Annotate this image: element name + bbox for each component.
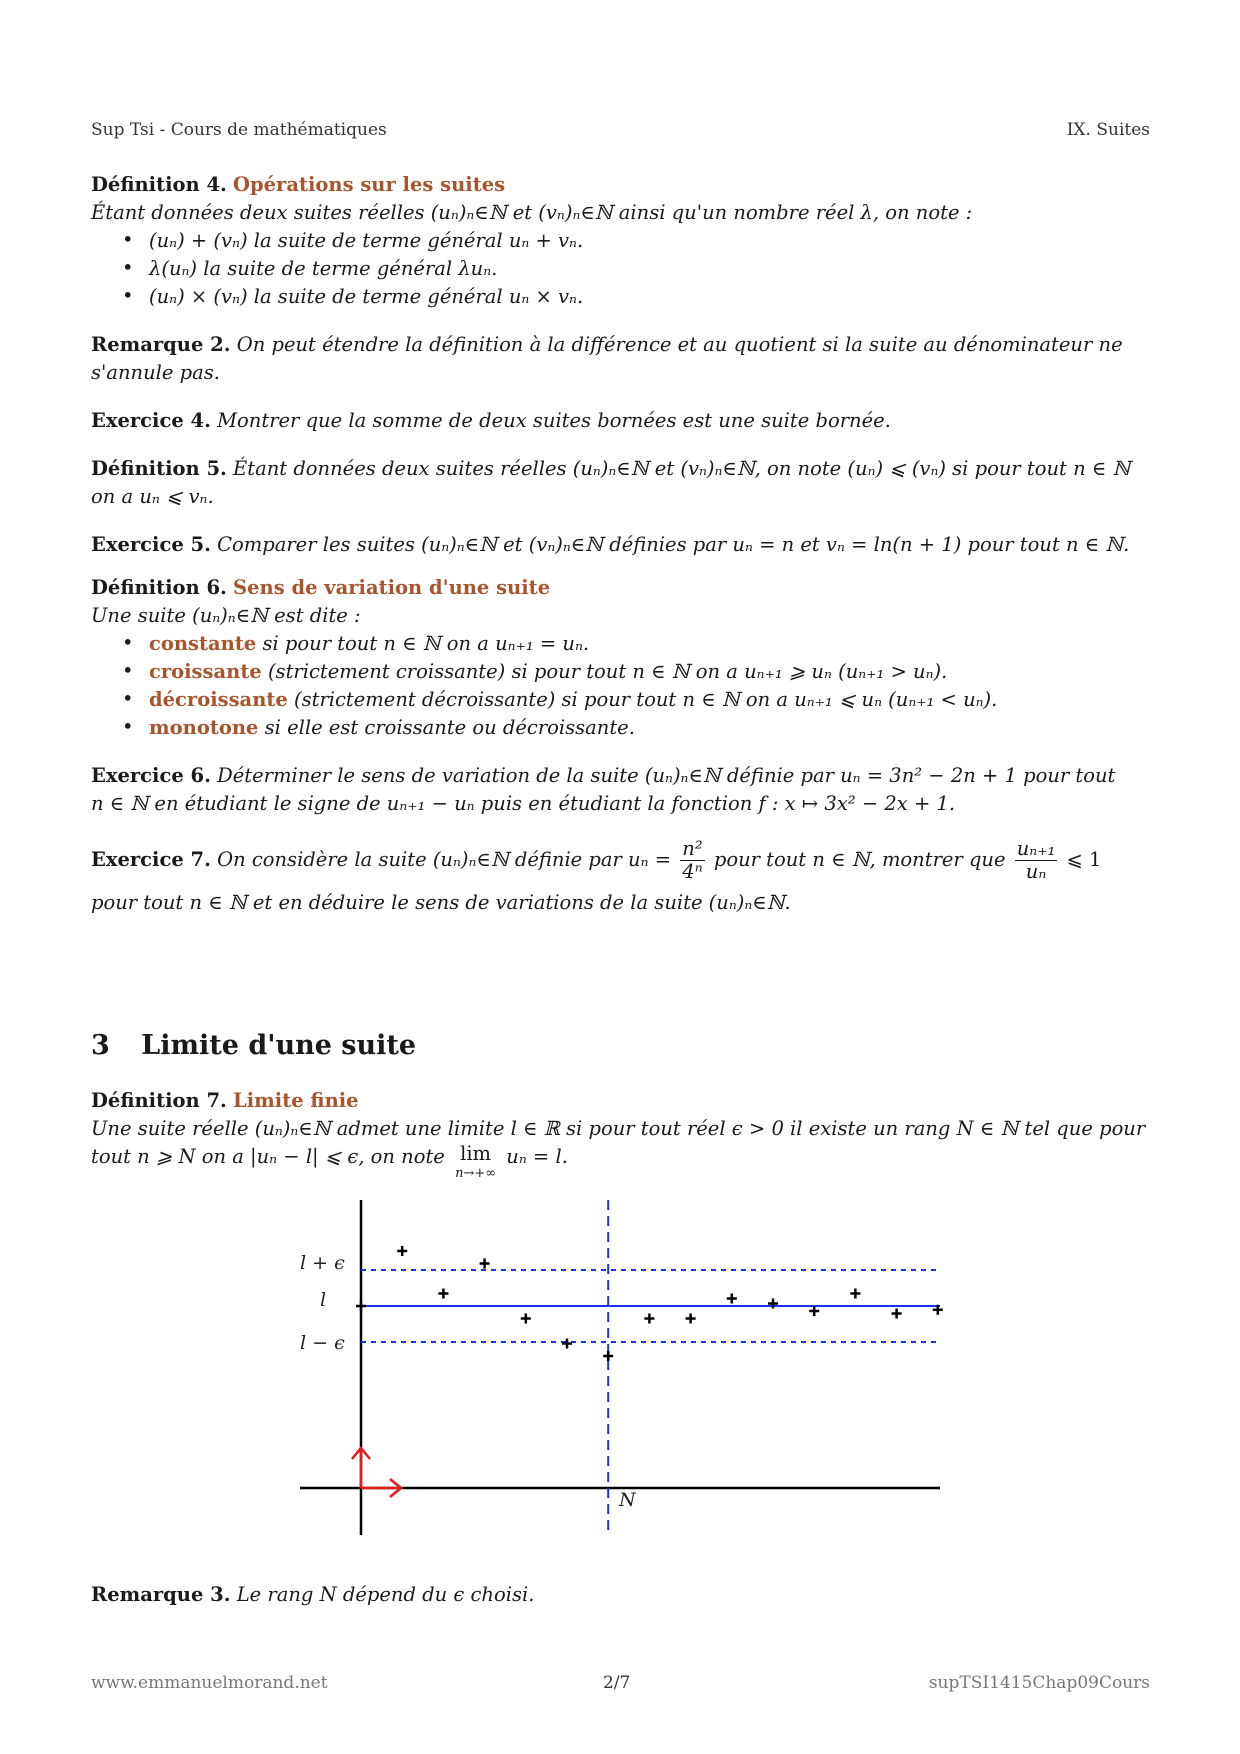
definition-6-item xyxy=(149,631,1209,657)
fraction-n2-over-4n xyxy=(680,838,704,883)
sequence-point xyxy=(603,1351,613,1361)
definition-7-text-a: tout n ⩾ N on a |uₙ − l| ⩽ ϵ, on note xyxy=(91,1145,445,1168)
sequence-point xyxy=(686,1314,696,1324)
definition-7-heading xyxy=(91,1088,1151,1114)
sequence-point xyxy=(438,1289,448,1299)
definition-7-label: Définition 7. xyxy=(91,1089,227,1112)
exercise-7 xyxy=(91,836,1151,884)
fraction-ratio xyxy=(1015,838,1058,883)
section-heading xyxy=(91,1030,416,1061)
definition-4-title: Opérations sur les suites xyxy=(233,173,506,196)
exercise-7-label: Exercice 7. xyxy=(91,848,211,871)
sequence-point xyxy=(356,1301,366,1311)
label-l: l xyxy=(320,1289,327,1311)
definition-6-title: Sens de variation d'une suite xyxy=(233,576,551,599)
term-monotone: monotone xyxy=(149,716,259,739)
definition-4-item: λ(uₙ) la suite de terme général λuₙ. xyxy=(149,257,498,280)
sequence-point xyxy=(809,1306,819,1316)
exercise-6-text: Déterminer le sens de variation de la suite (uₙ)ₙ∈ℕ définie par uₙ = 3n² − 2n + 1 pour tout xyxy=(217,764,1116,787)
definition-6-item xyxy=(149,687,1209,713)
sequence-point xyxy=(397,1246,407,1256)
exercise-4-text: Montrer que la somme de deux suites bornées est une suite bornée. xyxy=(217,409,891,432)
sequence-point xyxy=(892,1309,902,1319)
exercise-7-text-mid: pour tout n ∈ ℕ, montrer que xyxy=(713,848,1006,871)
fraction-numerator: n² xyxy=(682,837,703,860)
limit-operator xyxy=(455,1144,496,1184)
footer-document-id: supTSI1415Chap09Cours xyxy=(928,1673,1150,1693)
bullet-icon: • xyxy=(122,687,134,710)
bullet-icon: • xyxy=(122,631,134,654)
definition-7-title: Limite finie xyxy=(233,1089,359,1112)
exercise-7-text-cont: pour tout n ∈ ℕ et en déduire le sens de variations de la suite (uₙ)ₙ∈ℕ. xyxy=(91,891,791,914)
definition-4-item: (uₙ) + (vₙ) la suite de terme général uₙ + vₙ. xyxy=(149,229,584,252)
definition-5-label: Définition 5. xyxy=(91,457,227,480)
bullet-icon: • xyxy=(122,659,134,682)
sequence-point xyxy=(521,1314,531,1324)
definition-5 xyxy=(91,456,1151,482)
remark-3-label: Remarque 3. xyxy=(91,1583,231,1606)
sequence-point xyxy=(562,1339,572,1349)
bullet-icon: • xyxy=(122,715,134,738)
term-constante: constante xyxy=(149,632,257,655)
remark-3-text: Le rang N dépend du ϵ choisi. xyxy=(236,1583,535,1606)
definition-6-item xyxy=(149,715,1209,741)
limit-subscript: n→+∞ xyxy=(455,1166,497,1181)
label-l-plus-epsilon: l + ϵ xyxy=(300,1252,345,1274)
bullet-icon: • xyxy=(122,256,134,279)
exercise-4 xyxy=(91,408,1151,434)
definition-4-label: Définition 4. xyxy=(91,173,227,196)
basis-arrow-i-icon xyxy=(361,1479,401,1497)
exercise-6 xyxy=(91,763,1151,789)
definition-7-text-cont xyxy=(91,1144,1151,1184)
exercise-5-label: Exercice 5. xyxy=(91,533,211,556)
remark-2-text: On peut étendre la définition à la différence et au quotient si la suite au dénominateur ne xyxy=(236,333,1123,356)
definition-4-item: (uₙ) × (vₙ) la suite de terme général uₙ × vₙ. xyxy=(149,285,584,308)
definition-4-intro: Étant données deux suites réelles (uₙ)ₙ∈ℕ et (vₙ)ₙ∈ℕ ainsi qu'un nombre réel λ, on note : xyxy=(91,201,973,224)
term-croissante: croissante xyxy=(149,660,262,683)
footer-website: www.emmanuelmorand.net xyxy=(91,1673,328,1693)
definition-5-text-cont: on a uₙ ⩽ vₙ. xyxy=(91,485,214,508)
term-description: (strictement croissante) si pour tout n ∈ ℕ on a uₙ₊₁ ⩾ uₙ (uₙ₊₁ > uₙ). xyxy=(261,660,948,683)
section-number: 3 xyxy=(91,1030,110,1061)
section-title: Limite d'une suite xyxy=(141,1030,417,1061)
definition-6-label: Définition 6. xyxy=(91,576,227,599)
fraction-denominator: uₙ xyxy=(1025,860,1047,883)
limit-word: lim xyxy=(460,1142,492,1165)
exercise-7-text: On considère la suite (uₙ)ₙ∈ℕ définie par uₙ = xyxy=(217,848,672,871)
remark-2-label: Remarque 2. xyxy=(91,333,231,356)
basis-arrow-j-icon xyxy=(352,1448,370,1488)
definition-6-heading xyxy=(91,575,1151,601)
sequence-point xyxy=(850,1289,860,1299)
exercise-5-text: Comparer les suites (uₙ)ₙ∈ℕ et (vₙ)ₙ∈ℕ définies par uₙ = n et vₙ = ln(n + 1) pour tout n ∈ ℕ. xyxy=(217,533,1130,556)
remark-3 xyxy=(91,1582,1151,1608)
label-N: N xyxy=(619,1489,636,1511)
sequence-point xyxy=(480,1259,490,1269)
footer-page-number: 2/7 xyxy=(603,1673,631,1693)
sequence-point xyxy=(644,1314,654,1324)
definition-7-text-b: uₙ = l. xyxy=(506,1145,568,1168)
sequence-point xyxy=(727,1294,737,1304)
fraction-numerator: uₙ₊₁ xyxy=(1016,837,1056,860)
exercise-6-text-cont: n ∈ ℕ en étudiant le signe de uₙ₊₁ − uₙ puis en étudiant la fonction f : x ↦ 3x² − 2x + 1. xyxy=(91,792,956,815)
exercise-6-label: Exercice 6. xyxy=(91,764,211,787)
label-l-minus-epsilon: l − ϵ xyxy=(300,1332,345,1354)
limit-figure xyxy=(280,1195,950,1540)
running-header-left: Sup Tsi - Cours de mathématiques xyxy=(91,120,387,140)
definition-6-intro: Une suite (uₙ)ₙ∈ℕ est dite : xyxy=(91,604,361,627)
remark-2-text-cont: s'annule pas. xyxy=(91,361,220,384)
definition-4-heading xyxy=(91,172,1151,198)
bullet-icon: • xyxy=(122,228,134,251)
exercise-4-label: Exercice 4. xyxy=(91,409,211,432)
exercise-7-text-end: ⩽ 1 xyxy=(1066,848,1102,871)
definition-5-text: Étant données deux suites réelles (uₙ)ₙ∈ℕ et (vₙ)ₙ∈ℕ, on note (uₙ) ⩽ (vₙ) si pour tout n ∈ ℕ xyxy=(233,457,1131,480)
definition-6-item xyxy=(149,659,1209,685)
definition-7-text: Une suite réelle (uₙ)ₙ∈ℕ admet une limite l ∈ ℝ si pour tout réel ϵ > 0 il existe un rang N ∈ ℕ tel que pour xyxy=(91,1117,1146,1140)
term-description: si elle est croissante ou décroissante. xyxy=(258,716,635,739)
bullet-icon: • xyxy=(122,284,134,307)
term-decroissante: décroissante xyxy=(149,688,288,711)
running-header-right: IX. Suites xyxy=(1066,120,1150,140)
term-description: si pour tout n ∈ ℕ on a uₙ₊₁ = uₙ. xyxy=(256,632,590,655)
remark-2 xyxy=(91,332,1151,358)
term-description: (strictement décroissante) si pour tout n ∈ ℕ on a uₙ₊₁ ⩽ uₙ (uₙ₊₁ < uₙ). xyxy=(287,688,998,711)
fraction-denominator: 4ⁿ xyxy=(682,860,703,883)
exercise-5 xyxy=(91,532,1151,558)
